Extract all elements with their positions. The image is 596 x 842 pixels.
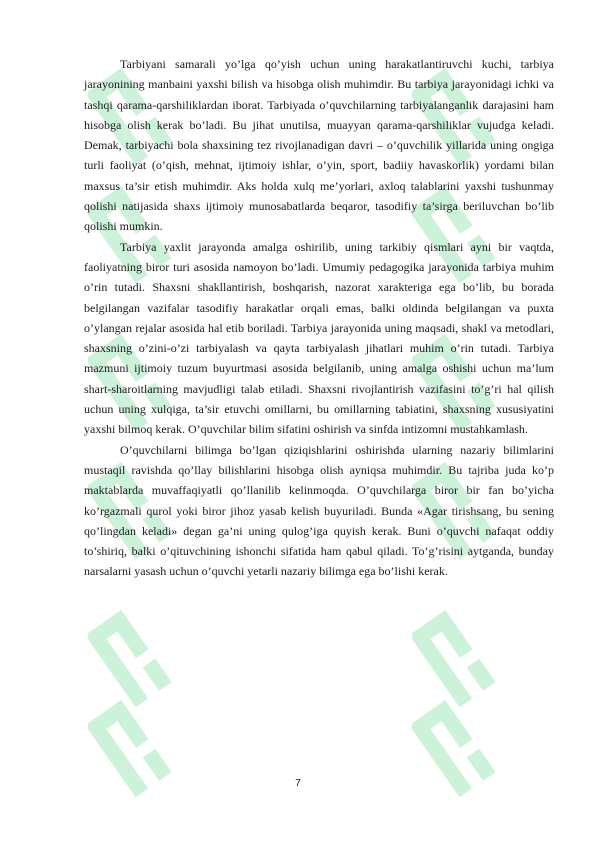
paragraph: Tarbiya yaxlit jarayonda amalga oshirilib, uning tarkibiy qismlari ayni bir vaqtda, faoliyatning biror turi asosida namoyon bo’ladi. Umumiy pedagogika jarayonida tarbiya muhim o’rin tutadi. Shaxsni shakllantirish, boshqarish, nazorat xarakteriga ega bo’lib, bu borada belgilangan vazifalar tasodifiy harakatlar orqali emas, balki oldinda belgilangan va puxta o’ylangan rejalar asosida hal etib boriladi. Tarbiya jarayonida uning maqsadi, shakl va metodlari, shaxsning o’zini-o’zi tarbiyalash va qayta tarbiyalash jihatlari muhim o’rin tutadi. Tarbiya mazmuni ijtimoiy tuzum buyurtmasi asosida belgilanib, uning amalga oshishi uchun ma’lum shart-sharoitlarning mavjudligi talab etiladi. Shaxsni rivojlantirish vazifasini to’g’ri hal qilish uchun uning xulqiga, ta’sir etuvchi omillarni, bu omillarning tabiatini, shaxsning xususiyatini yaxshi bilmoq kerak. O’quvchilar bilim sifatini oshirish va sinfda intizomni mustahkamlash. bbox=[84, 239, 554, 437]
watermark-icon bbox=[412, 600, 508, 710]
page-number: 7 bbox=[295, 778, 301, 789]
body-text bbox=[84, 54, 554, 582]
paragraph: O’quvchilarni bilimga bo’lgan qiziqishlarini oshirishda ularning nazariy bilimlarini mustaqil ravishda qo’llay bilishlarini hisobga olish ayniqsa muhimdir. Bu tajriba juda ko’p maktablarda muvaffaqiyatli qo’llanilib kelinmoqda. O’quvchilarga biror bir fan bo’yicha ko’rgazmali qurol yoki biror jihoz yasab kelish buyuriladi. Bunda «Agar tirishsang, bu sening qo’lingdan keladi» degan ga’ni uning qulog’iga quyish kerak. Buni o’quvchi nafaqat oddiy to’shiriq, balki o’qituvchining ishonchi sifatida ham qabul qiladi. To’g’risini aytganda, bunday narsalarni yasash uchun o’quvchi yetarli nazariy bilimga ega bo’lishi kerak. bbox=[84, 442, 554, 579]
paragraph: Tarbiyani samarali yo’lga qo’yish uchun uning harakatlantiruvchi kuchi, tarbiya jarayonining manbaini yaxshi bilish va hisobga olish muhimdir. Bu tarbiya jarayonidagi ichki va tashqi qarama-qarshiliklardan iborat. Tarbiyada o’quvchilarning tarbiyalanganlik darajasini ham hisobga olish kerak bo’ladi. Bu jihat unutilsa, muayyan qarama-qarshiliklar vujudga keladi. Demak, tarbiyachi bola shaxsining tez rivojlanadigan davri – o’quvchilik yillarida uning ongiga turli faoliyat (o’qish, mehnat, ijtimoiy ishlar, o’yin, sport, badiiy havaskorlik) yordami bilan maxsus ta’sir etish muhimdir. Aks holda xulq me’yorlari, axloq talablarini yaxshi tushunmay qolishi natijasida shaxs ijtimoiy munosabatlarda beqaror, tasodifiy ta’sirga beriluvchan bo’lib qolishi mumkin. bbox=[84, 57, 554, 234]
watermark-icon bbox=[88, 600, 184, 710]
